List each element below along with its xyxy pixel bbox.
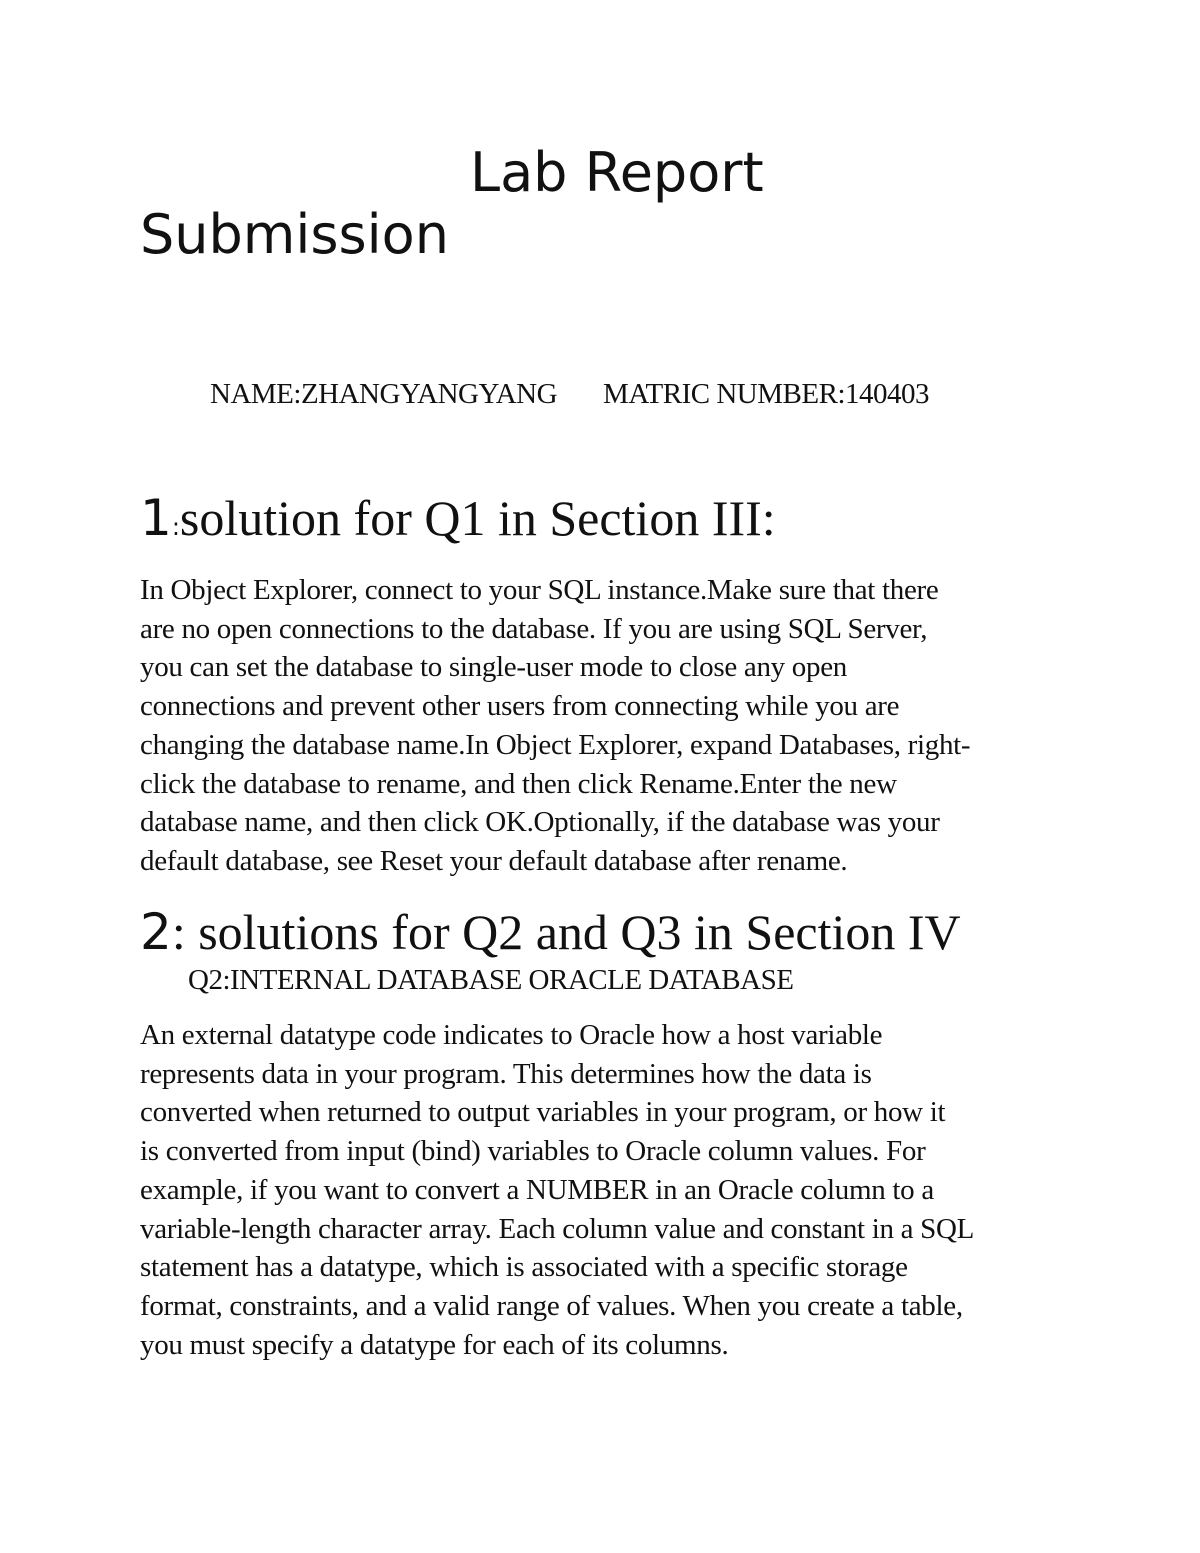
paragraph-line: changing the database name.In Object Explorer, expand Databases, right-	[140, 728, 971, 761]
matric-number: MATRIC NUMBER:140403	[603, 378, 929, 410]
section-1-heading	[140, 488, 776, 557]
section-1-colon: :	[171, 513, 180, 541]
paragraph-line: represents data in your program. This determines how the data is	[140, 1057, 872, 1090]
section-2-number: 2	[140, 903, 172, 961]
paragraph-line: connections and prevent other users from connecting while you are	[140, 690, 900, 723]
paragraph-line: In Object Explorer, connect to your SQL instance.Make sure that there	[140, 574, 939, 606]
paragraph-line: database name, and then click OK.Optionally, if the database was your	[140, 806, 940, 839]
paragraph-line: An external datatype code indicates to Oracle how a host variable	[140, 1019, 883, 1051]
section-2-heading	[140, 902, 961, 962]
student-info-line	[210, 374, 929, 414]
section-2-paragraph	[140, 1016, 1070, 1364]
paragraph-line: example, if you want to convert a NUMBER in an Oracle column to a	[140, 1173, 934, 1206]
paragraph-line: variable-length character array. Each column value and constant in a SQL	[140, 1212, 975, 1245]
paragraph-line: are no open connections to the database. If you are using SQL Server,	[140, 612, 928, 645]
section-1-number: 1	[140, 489, 172, 547]
paragraph-line: format, constraints, and a valid range of values. When you create a table,	[140, 1289, 963, 1322]
paragraph-line: statement has a datatype, which is associated with a specific storage	[140, 1251, 908, 1284]
document-title-line-2: Submission	[140, 203, 449, 266]
section-1-heading-text: solution for Q1 in Section III:	[179, 490, 776, 546]
section-1-paragraph	[140, 571, 1070, 881]
paragraph-line: you can set the database to single-user mode to close any open	[140, 651, 847, 684]
student-name: NAME:ZHANGYANGYANG	[210, 378, 558, 410]
paragraph-line: is converted from input (bind) variables to Oracle column values. For	[140, 1135, 926, 1168]
paragraph-line: converted when returned to output variables in your program, or how it	[140, 1096, 946, 1129]
paragraph-line: you must specify a datatype for each of its columns.	[140, 1328, 729, 1361]
section-2-heading-text: : solutions for Q2 and Q3 in Section IV	[171, 904, 961, 960]
document-title-line-1: Lab Report	[470, 141, 764, 204]
paragraph-line: click the database to rename, and then click Rename.Enter the new	[140, 767, 897, 800]
paragraph-line: default database, see Reset your default database after rename.	[140, 844, 848, 877]
section-2-subheading: Q2:INTERNAL DATABASE ORACLE DATABASE	[188, 964, 794, 996]
